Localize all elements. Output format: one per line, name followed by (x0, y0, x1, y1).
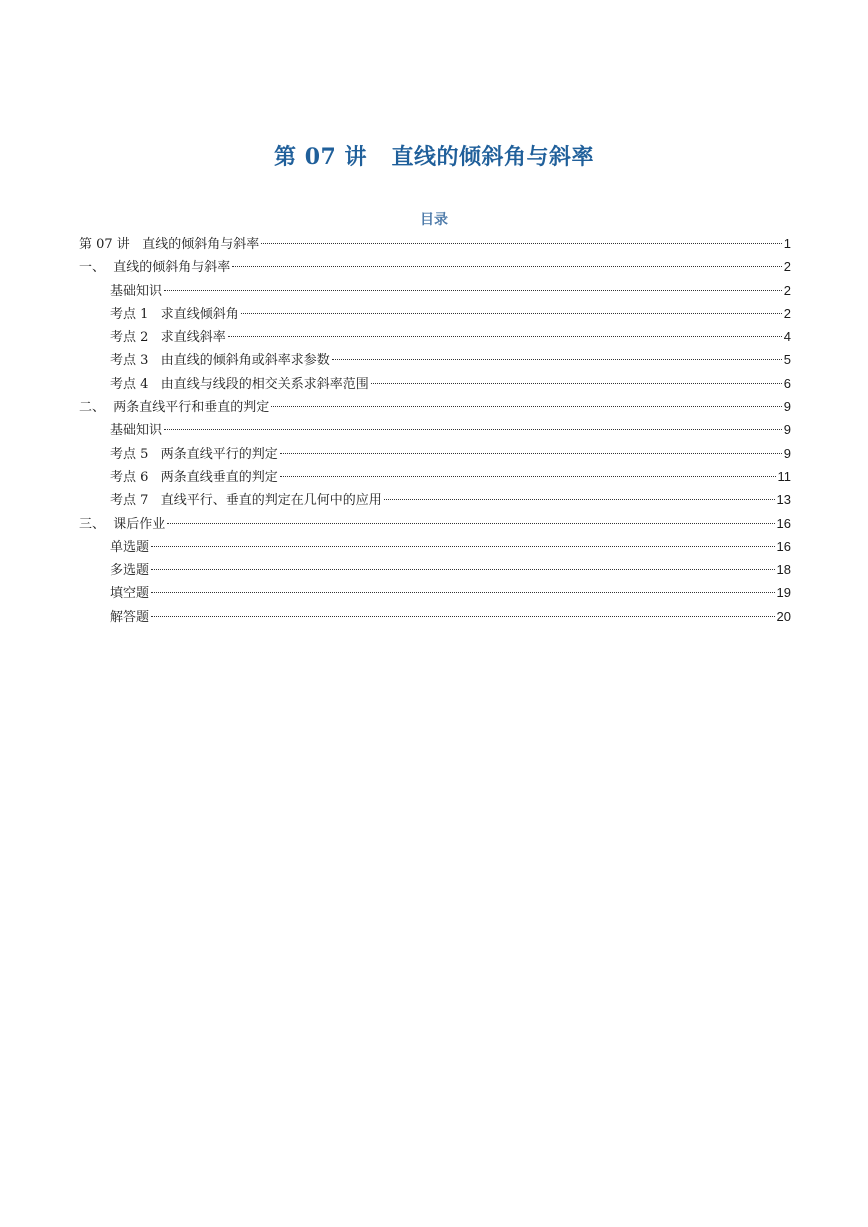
toc-entry-solution[interactable] (79, 605, 791, 628)
page-title: 第 07 讲 直线的倾斜角与斜率 (274, 144, 594, 170)
toc-page-number: 2 (783, 282, 791, 298)
toc-entry-text: 基础知识 (110, 283, 163, 299)
toc-page-number: 20 (776, 608, 791, 624)
toc-entry-point-6[interactable] (79, 465, 791, 488)
toc-leader-dots (151, 616, 775, 617)
toc-entry-text: 考点 5 两条直线平行的判定 (110, 446, 278, 462)
toc-entry-text: 一、 直线的倾斜角与斜率 (79, 260, 231, 276)
toc-entry-section-2[interactable] (79, 395, 791, 418)
toc-entry-point-2[interactable] (79, 325, 791, 348)
toc-page-number: 18 (776, 562, 791, 578)
toc-entry-text: 考点 1 求直线倾斜角 (110, 306, 239, 322)
toc-page-number: 19 (776, 585, 791, 601)
toc-page-number: 16 (776, 538, 791, 554)
toc-entry-point-7[interactable] (79, 488, 791, 511)
toc-entry-point-1[interactable] (79, 302, 791, 325)
toc-entry-basics-1[interactable] (79, 279, 791, 302)
toc-leader-dots (371, 383, 782, 384)
toc-entry-text: 考点 2 求直线斜率 (110, 330, 226, 346)
toc-entry-text: 三、 课后作业 (79, 516, 166, 532)
toc-entry-point-3[interactable] (79, 348, 791, 371)
toc-page-number: 5 (783, 352, 791, 368)
toc-entry-text: 考点 6 两条直线垂直的判定 (110, 469, 278, 485)
toc-leader-dots (241, 313, 782, 314)
toc-entry-basics-2[interactable] (79, 418, 791, 441)
toc-leader-dots (384, 499, 775, 500)
toc-leader-dots (228, 336, 782, 337)
toc-entry-lecture[interactable] (79, 232, 791, 255)
toc-entry-text: 二、 两条直线平行和垂直的判定 (79, 400, 270, 416)
toc-entry-text: 基础知识 (110, 423, 163, 439)
toc-page-number: 9 (783, 399, 791, 415)
toc-entry-text: 解答题 (110, 609, 150, 625)
toc-entry-single-choice[interactable] (79, 535, 791, 558)
toc-leader-dots (151, 569, 775, 570)
toc-page-number: 1 (783, 236, 791, 251)
toc-entry-section-1[interactable] (79, 255, 791, 278)
toc-page-number: 2 (783, 305, 791, 321)
toc-entry-text: 考点 4 由直线与线段的相交关系求斜率范围 (110, 376, 369, 392)
toc-page-number: 9 (783, 445, 791, 461)
toc-leader-dots (164, 290, 782, 291)
toc-leader-dots (332, 359, 782, 360)
toc-leader-dots (167, 523, 774, 524)
toc-entry-text: 单选题 (110, 539, 150, 555)
toc-page-number: 16 (776, 515, 791, 531)
toc-entry-text: 填空题 (110, 586, 150, 602)
toc-entry-section-3[interactable] (79, 512, 791, 535)
toc-page-number: 2 (783, 259, 791, 275)
toc-entry-point-4[interactable] (79, 372, 791, 395)
toc-page-number: 6 (783, 375, 791, 391)
toc-entry-multiple-choice[interactable] (79, 558, 791, 581)
toc-leader-dots (151, 546, 775, 547)
toc-entry-fill-blank[interactable] (79, 581, 791, 604)
toc-page-number: 9 (783, 422, 791, 438)
toc-leader-dots (280, 453, 782, 454)
toc-entry-text: 考点 7 直线平行、垂直的判定在几何中的应用 (110, 493, 382, 509)
toc-page-number: 4 (783, 329, 791, 345)
toc-page-number: 13 (776, 492, 791, 508)
toc-leader-dots (280, 476, 776, 477)
toc-leader-dots (151, 592, 775, 593)
toc-page-number: 11 (777, 468, 791, 484)
toc-leader-dots (232, 266, 782, 267)
toc-leader-dots (164, 429, 782, 430)
toc-entry-text: 多选题 (110, 563, 150, 579)
toc-entry-text: 第 07 讲 直线的倾斜角与斜率 (79, 237, 260, 252)
toc-heading: 目录 (420, 212, 448, 228)
toc-entry-text: 考点 3 由直线的倾斜角或斜率求参数 (110, 353, 330, 369)
table-of-contents (79, 232, 791, 628)
toc-leader-dots (261, 243, 782, 244)
toc-entry-point-5[interactable] (79, 442, 791, 465)
toc-leader-dots (271, 406, 782, 407)
